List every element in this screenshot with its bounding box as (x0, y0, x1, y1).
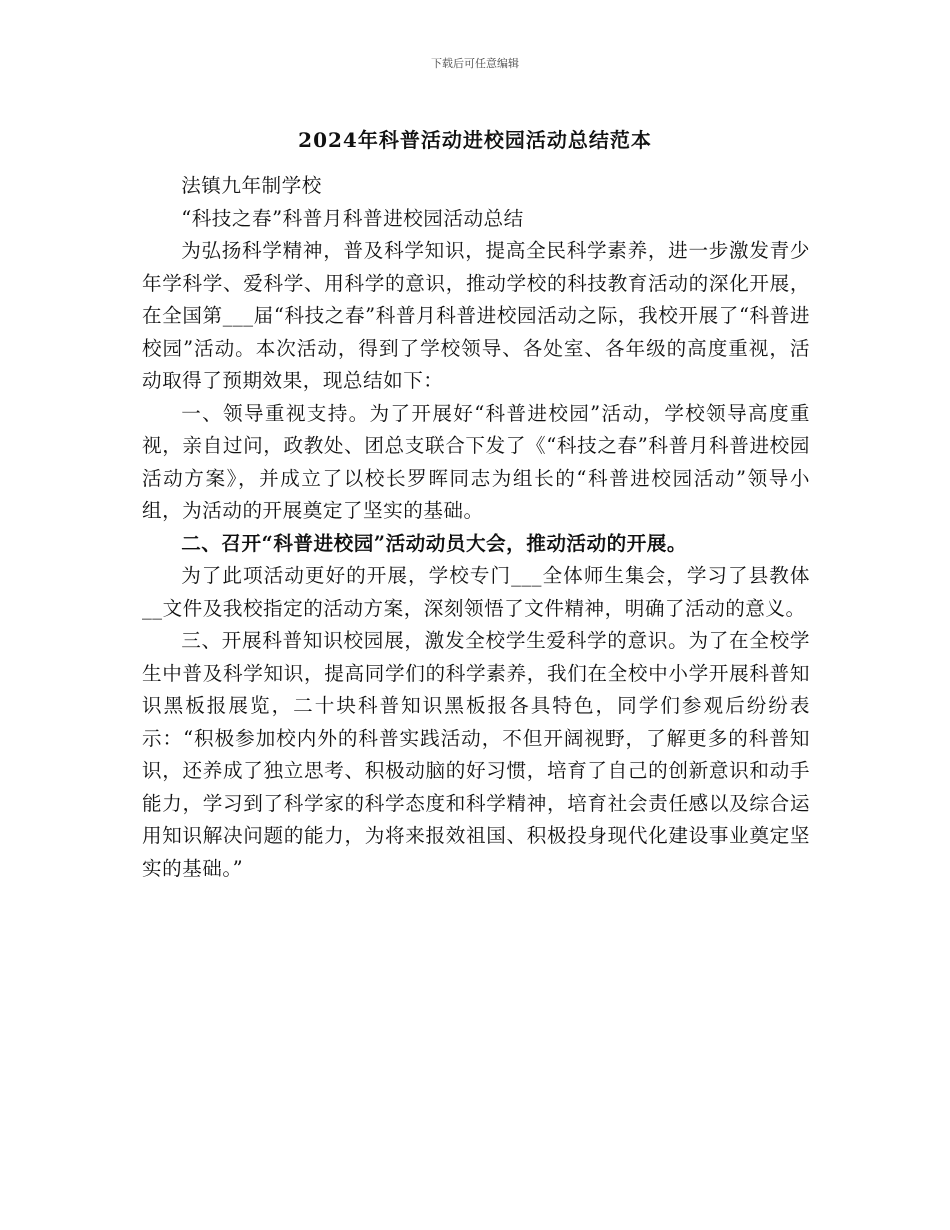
paragraph-section-2-body: 为了此项活动更好的开展，学校专门___全体师生集会，学习了县教体__文件及我校指定的活动方案，深刻领悟了文件精神，明确了活动的意义。 (142, 564, 810, 620)
paragraph-section-1: 一、领导重视支持。为了开展好“科普进校园”活动，学校领导高度重视，亲自过问，政教处、团总支联合下发了《“科技之春”科普月科普进校园活动方案》，并成立了以校长罗晖同志为组长的“科普进校园活动”领导小组，为活动的开展奠定了坚实的基础。 (142, 401, 810, 522)
document-body (142, 170, 810, 885)
paragraph-intro: 为弘扬科学精神，普及科学知识，提高全民科学素养，进一步激发青少年学科学、爱科学、用科学的意识，推动学校的科技教育活动的深化开展，在全国第___届“科技之春”科普月科普进校园活动之际，我校开展了“科普进校园”活动。本次活动，得到了学校领导、各处室、各年级的高度重视，活动取得了预期效果，现总结如下： (142, 239, 810, 392)
paragraph-subtitle: “科技之春”科普月科普进校园活动总结 (181, 206, 524, 230)
paragraph-section-2-heading: 二、召开“科普进校园”活动动员大会，推动活动的开展。 (181, 531, 687, 555)
document-title: 2024年科普活动进校园活动总结范本 (298, 128, 652, 152)
header-note: 下载后可任意编辑 (431, 57, 519, 70)
paragraph-section-3: 三、开展科普知识校园展，激发全校学生爱科学的意识。为了在全校学生中普及科学知识，提高同学们的科学素养，我们在全校中小学开展科普知识黑板报展览，二十块科普知识黑板报各具特色，同学们参观后纷纷表示：“积极参加校内外的科普实践活动，不但开阔视野，了解更多的科普知识，还养成了独立思考、积极动脑的好习惯，培育了自己的创新意识和动手能力，学习到了科学家的科学态度和科学精神，培育社会责任感以及综合运用知识解决问题的能力，为将来报效祖国、积极投身现代化建设事业奠定坚实的基础。” (142, 629, 810, 880)
paragraph-school: 法镇九年制学校 (181, 174, 322, 197)
